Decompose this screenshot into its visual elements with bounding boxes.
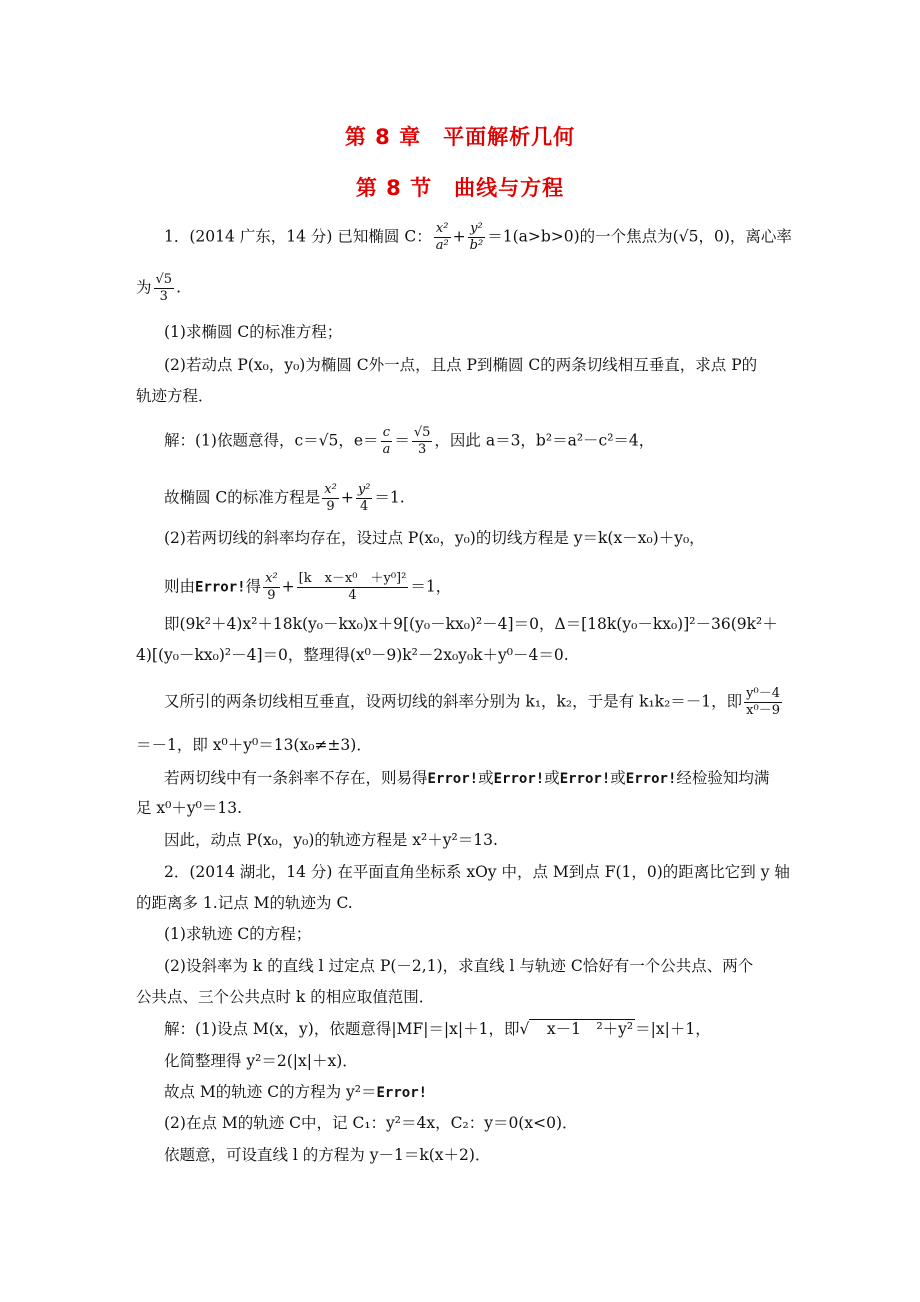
problem-2-question-2-cont: 公共点、三个公共点时 k 的相应取值范围．	[136, 988, 435, 1006]
section-title: 第 8 节 曲线与方程	[355, 176, 565, 200]
fraction: $\frac{\text{y⁰－4}}{\text{x⁰－9}}$	[746, 686, 780, 718]
text: 为	[136, 278, 152, 297]
text: 故点 M的轨迹 C的方程为 y²＝	[164, 1083, 377, 1101]
error-placeholder: Error!	[559, 771, 611, 787]
text: ＝1(a>b>0)的一个焦点为(√5，0)，离心率	[487, 227, 792, 246]
problem-1-line-2	[136, 272, 181, 305]
fraction: $\frac{√5}{3}$	[155, 272, 173, 304]
text: 或	[544, 769, 560, 787]
problem-2-line-2: 的距离多 1.记点 M的轨迹为 C.	[136, 894, 353, 912]
solution-1-line-11: 因此，动点 P(x₀，y₀)的轨迹方程是 x²＋y²＝13.	[164, 831, 498, 849]
solution-1-line-7	[164, 686, 784, 719]
error-placeholder: Error!	[427, 771, 479, 787]
problem-1-line-1	[164, 221, 792, 254]
text: ＝1.	[374, 488, 405, 507]
problem-2-question-2: (2)设斜率为 k 的直线 l 过定点 P(－2,1)，求直线 l 与轨迹 C恰好有一个公共点、两个	[164, 957, 754, 975]
error-placeholder: Error!	[493, 771, 545, 787]
error-placeholder: Error!	[195, 579, 246, 596]
text: 经检验知均满	[676, 769, 770, 787]
chapter-title: 第 8 章 平面解析几何	[344, 125, 576, 149]
text: +	[452, 227, 466, 246]
solution-1-line-5: 即(9k²＋4)x²＋18k(y₀－kx₀)x＋9[(y₀－kx₀)²－4]＝0，Δ＝[18k(y₀－kx₀)]²－36(9k²＋	[164, 615, 778, 633]
text: 解：(1)设点 M(x，y)，依题意得|MF|＝|x|＋1，即	[164, 1020, 520, 1038]
problem-2-line-1: 2．(2014 湖北，14 分) 在平面直角坐标系 xOy 中，点 M到点 F(1，0)的距离比它到 y 轴	[164, 863, 790, 881]
solution-2-line-1	[164, 1019, 711, 1039]
error-placeholder: Error!	[625, 771, 677, 787]
solution-2-line-3	[164, 1082, 427, 1103]
solution-1-line-10: 足 x⁰＋y⁰＝13.	[136, 799, 243, 817]
problem-1-question-1: (1)求椭圆 C的标准方程；	[164, 323, 343, 341]
text: ，因此 a＝3，b²＝a²－c²＝4，	[434, 431, 655, 450]
text: ＝1，	[410, 577, 452, 596]
text: +	[340, 488, 354, 507]
sqrt: √ x－1 ²＋y²	[519, 1020, 634, 1038]
fraction: $\frac{\text{[k x－x⁰ ＋y⁰]²}}{4}$	[298, 571, 407, 603]
text: 得	[245, 577, 262, 596]
text: 若两切线中有一条斜率不存在，则易得	[164, 769, 428, 787]
fraction: $\frac{\text{x²}}{9}$	[324, 482, 337, 514]
text: +	[281, 577, 295, 596]
problem-1-question-2: (2)若动点 P(x₀，y₀)为椭圆 C外一点，且点 P到椭圆 C的两条切线相互垂直，求点 P的	[164, 356, 758, 374]
solution-1-line-1	[164, 425, 654, 458]
text: 又所引的两条切线相互垂直，设两切线的斜率分别为 k₁，k₂，于是有 k₁k₂＝－1，即	[164, 692, 743, 711]
fraction: $\frac{√5}{3}$	[413, 425, 431, 457]
problem-2-question-1: (1)求轨迹 C的方程；	[164, 925, 312, 943]
solution-1-line-9	[164, 768, 769, 789]
text: 或	[610, 769, 626, 787]
fraction: $\frac{\text{x²}}{\text{a²}}$	[435, 221, 449, 253]
solution-2-line-2: 化简整理得 y²＝2(|x|＋x)．	[164, 1052, 358, 1070]
fraction: $\frac{\text{y²}}{4}$	[357, 482, 371, 514]
solution-1-line-4	[164, 571, 451, 604]
solution-1-line-8: ＝－1，即 x⁰＋y⁰＝13(x₀≠±3)．	[136, 736, 372, 754]
fraction: $\frac{c}{a}$	[382, 425, 391, 457]
error-placeholder: Error!	[376, 1085, 428, 1101]
text: 则由	[164, 577, 196, 596]
solution-1-line-6: 4)[(y₀－kx₀)²－4]＝0，整理得(x⁰－9)k²－2x₀y₀k＋y⁰－4＝0.	[136, 646, 569, 664]
fraction: $\frac{\text{y²}}{\text{b²}}$	[469, 221, 484, 253]
solution-1-line-2	[164, 482, 405, 515]
text: 故椭圆 C的标准方程是	[164, 488, 321, 507]
solution-2-line-5: 依题意，可设直线 l 的方程为 y－1＝k(x＋2)．	[164, 1146, 491, 1164]
problem-1-question-2-cont: 轨迹方程．	[136, 387, 214, 405]
text: .	[176, 278, 182, 297]
text: ＝|x|＋1，	[635, 1020, 711, 1038]
text: 1．(2014 广东，14 分) 已知椭圆 C：	[164, 227, 432, 246]
solution-1-line-3: (2)若两切线的斜率均存在，设过点 P(x₀，y₀)的切线方程是 y＝k(x－x₀)＋y₀，	[164, 529, 705, 547]
text: 或	[478, 769, 494, 787]
text: 解：(1)依题意得，c＝√5，e＝	[164, 431, 379, 450]
solution-2-line-4: (2)在点 M的轨迹 C中，记 C₁：y²＝4x，C₂：y＝0(x<0)．	[164, 1114, 578, 1132]
fraction: $\frac{\text{x²}}{9}$	[265, 571, 278, 603]
text: ＝	[394, 431, 410, 450]
